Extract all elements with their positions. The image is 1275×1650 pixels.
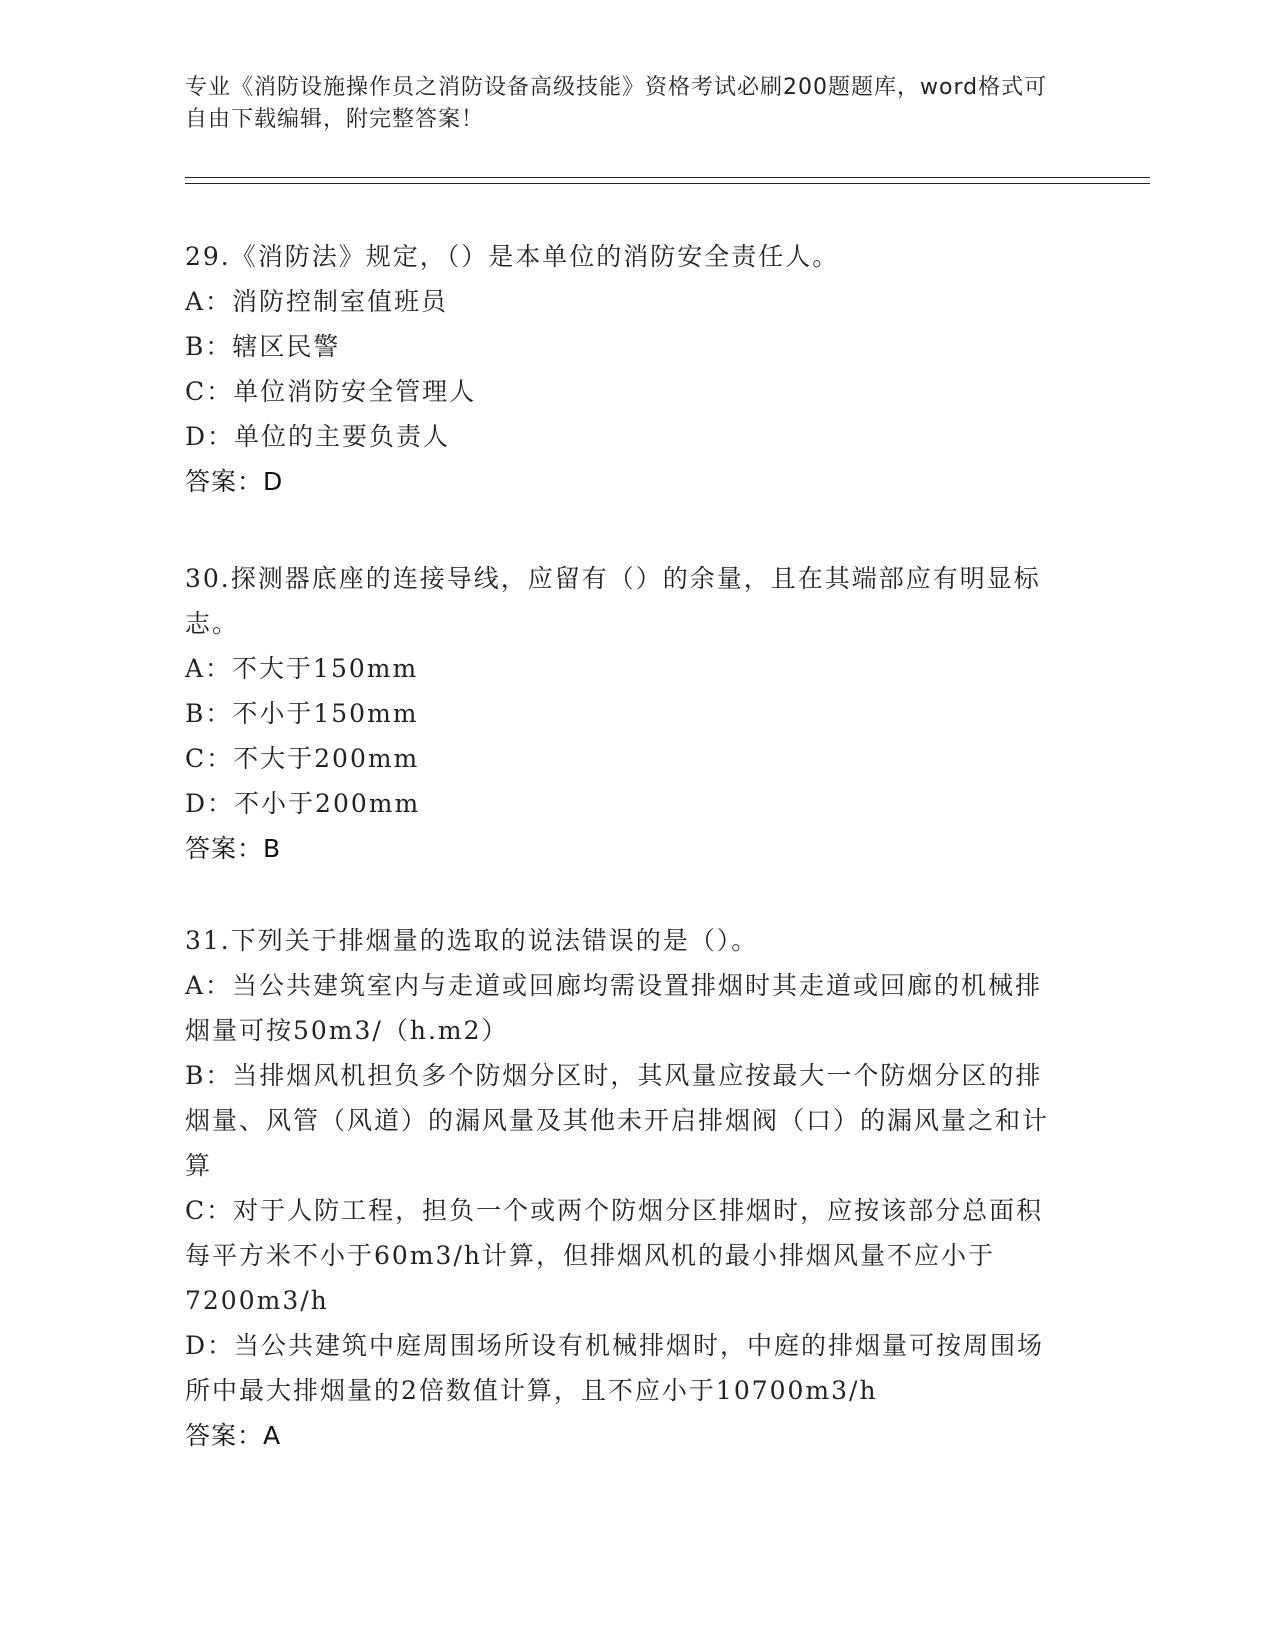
question-stem: 29.《消防法》规定，（）是本单位的消防安全责任人。	[185, 242, 840, 271]
option-d: D：当公共建筑中庭周围场所设有机械排烟时，中庭的排烟量可按周围场所中最大排烟量的2倍数值计算，且不应小于10700m3/h	[185, 1331, 1045, 1405]
option-a: A：消防控制室值班员	[185, 287, 449, 316]
option-b: B：当排烟风机担负多个防烟分区时，其风量应按最大一个防烟分区的排烟量、风管（风道）的漏风量及其他未开启排烟阀（口）的漏风量之和计算	[185, 1061, 1050, 1180]
option-c: C：对于人防工程，担负一个或两个防烟分区排烟时，应按该部分总面积每平方米不小于60m3/h计算，但排烟风机的最小排烟风量不应小于7200m3/h	[185, 1196, 1044, 1315]
option-b: B：不小于150mm	[185, 699, 419, 728]
option-c: C：不大于200mm	[185, 744, 420, 773]
option-d: D：不小于200mm	[185, 789, 421, 818]
question-31	[185, 918, 1065, 1458]
option-b: B：辖区民警	[185, 332, 341, 361]
question-stem: 31.下列关于排烟量的选取的说法错误的是（）。	[185, 926, 759, 955]
header-divider-bottom	[185, 183, 1150, 184]
option-a: A：不大于150mm	[185, 654, 419, 683]
option-c: C：单位消防安全管理人	[185, 377, 477, 406]
question-29	[185, 234, 1065, 504]
answer: 答案：D	[185, 467, 284, 496]
answer: 答案：A	[185, 1421, 282, 1450]
option-d: D：单位的主要负责人	[185, 422, 451, 451]
question-30	[185, 556, 1065, 871]
option-a: A：当公共建筑室内与走道或回廊均需设置排烟时其走道或回廊的机械排烟量可按50m3/（h.m2）	[185, 971, 1043, 1045]
header-divider-top	[185, 177, 1150, 178]
document-header: 专业《消防设施操作员之消防设备高级技能》资格考试必刷200题题库，word格式可自由下载编辑，附完整答案！	[185, 75, 1048, 132]
question-stem: 30.探测器底座的连接导线，应留有（）的余量，且在其端部应有明显标志。	[185, 564, 1041, 638]
answer: 答案：B	[185, 834, 282, 863]
